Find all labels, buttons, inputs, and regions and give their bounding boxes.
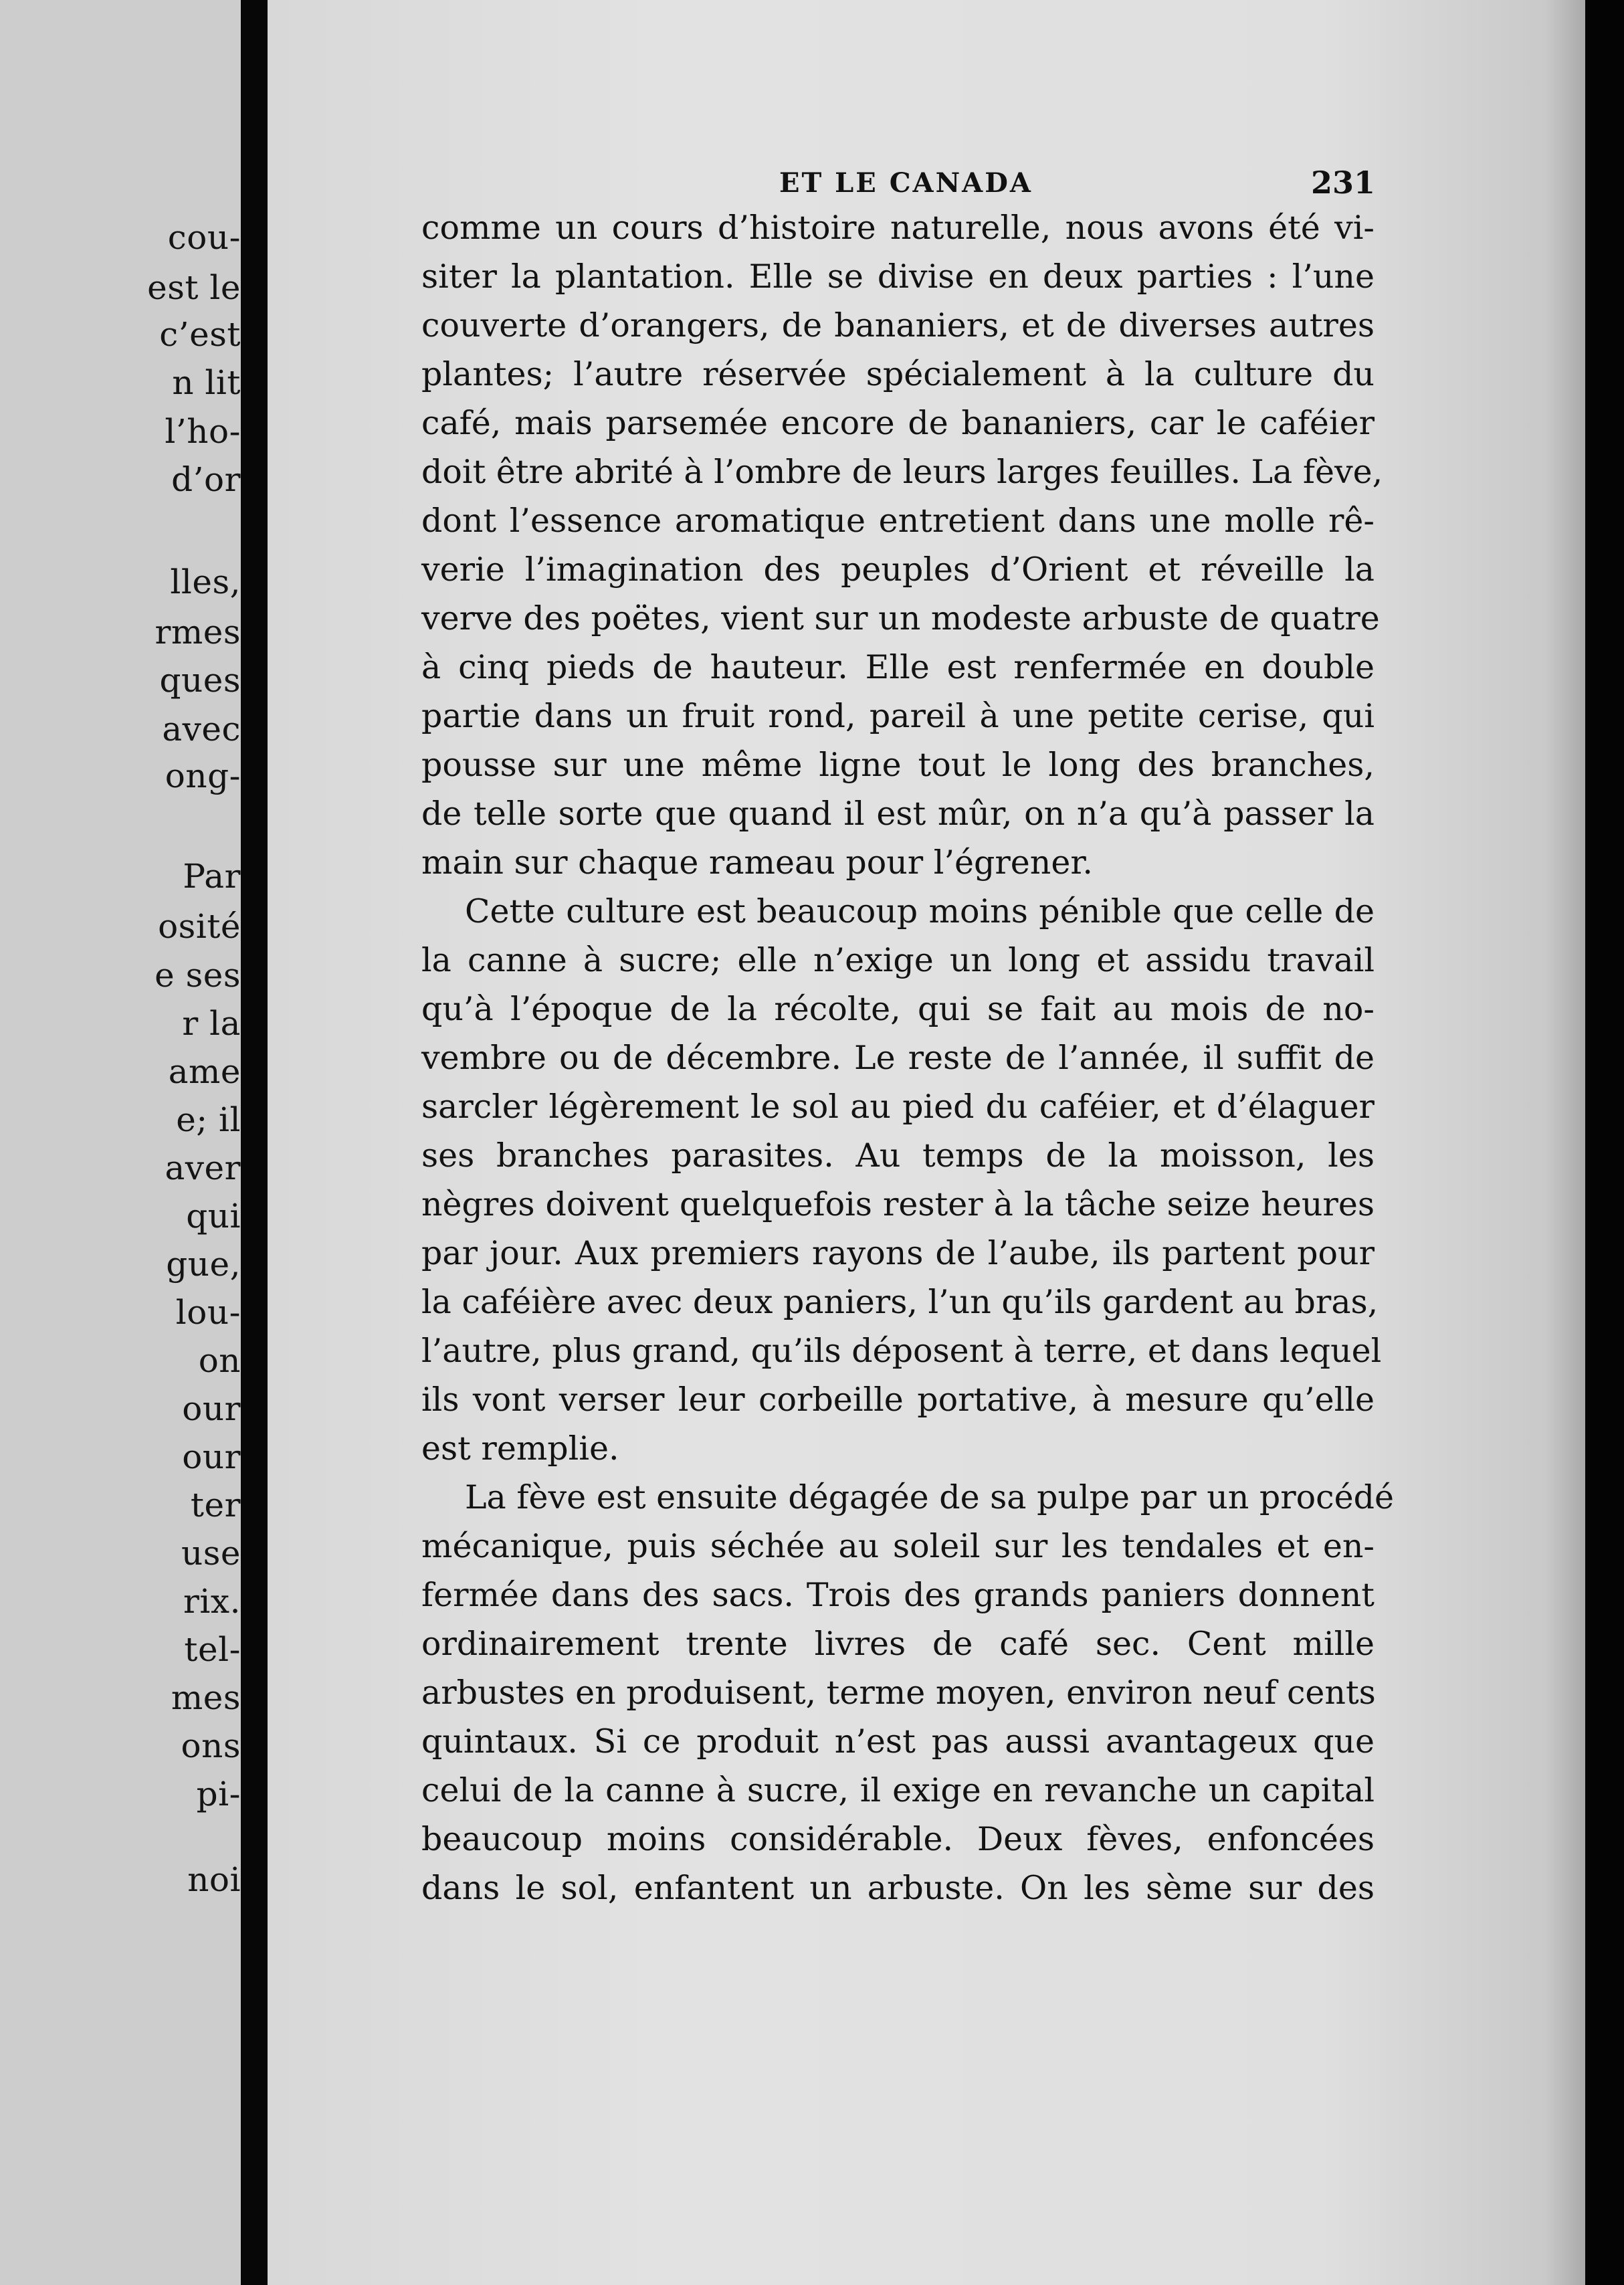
running-title: ET LE CANADA (779, 167, 1033, 199)
left-page-line: noi (187, 1860, 241, 1899)
left-page-line: tel- (184, 1630, 241, 1669)
text-line: mécanique, puis séchée au soleil sur les tendales et en- (421, 1527, 1375, 1565)
text-line: la caféière avec deux paniers, l’un qu’ils gardent au bras, (421, 1283, 1379, 1321)
left-page-line: on (198, 1341, 241, 1380)
left-page-line: ques (159, 661, 241, 700)
text-line: arbustes en produisent, terme moyen, environ neuf cents (421, 1674, 1376, 1712)
left-page-line: n lit (172, 363, 241, 402)
left-page-line: ong- (165, 757, 241, 795)
text-line: main sur chaque rameau pour l’égrener. (421, 843, 1093, 882)
text-line: plantes; l’autre réservée spécialement à la culture du (421, 355, 1375, 393)
left-page-line: cou- (167, 218, 241, 257)
left-page-line: l’ho- (165, 412, 241, 451)
text-line: ils vont verser leur corbeille portative, à mesure qu’elle (421, 1381, 1375, 1419)
text-line: pousse sur une même ligne tout le long des branches, (421, 746, 1375, 784)
text-line: à cinq pieds de hauteur. Elle est renfermée en double (421, 648, 1375, 686)
text-line: verie l’imagination des peuples d’Orient et réveille la (421, 551, 1375, 589)
binding-gutter (241, 0, 268, 2285)
text-line: dont l’essence aromatique entretient dans une molle rê- (421, 502, 1375, 540)
text-line: doit être abrité à l’ombre de leurs larges feuilles. La fève, (421, 453, 1383, 491)
text-line: l’autre, plus grand, qu’ils déposent à terre, et dans lequel (421, 1332, 1382, 1370)
text-line: La fève est ensuite dégagée de sa pulpe par un procédé (465, 1478, 1394, 1516)
left-page-fragment (0, 0, 241, 2285)
text-line: quintaux. Si ce produit n’est pas aussi avantageux que (421, 1722, 1375, 1761)
left-page-line: d’or (171, 460, 241, 499)
text-line: celui de la canne à sucre, il exige en revanche un capital (421, 1771, 1375, 1809)
left-page-line: mes (171, 1678, 241, 1717)
left-page-line: aver (165, 1149, 241, 1187)
text-line: sarcler légèrement le sol au pied du caféier, et d’élaguer (421, 1088, 1375, 1126)
text-line: fermée dans des sacs. Trois des grands paniers donnent (421, 1576, 1375, 1614)
text-line: Cette culture est beaucoup moins pénible que celle de (465, 892, 1375, 930)
running-head (268, 167, 1585, 207)
left-page-line: lou- (175, 1293, 241, 1332)
left-page-line: osité (158, 907, 241, 946)
left-page-line: our (182, 1389, 241, 1428)
left-page-line: lles, (170, 563, 241, 601)
text-line: la canne à sucre; elle n’exige un long et assidu travail (421, 941, 1375, 979)
left-page-line: qui (186, 1197, 241, 1235)
page-number: 231 (1311, 165, 1376, 201)
text-line: vembre ou de décembre. Le reste de l’année, il suffit de (421, 1039, 1375, 1077)
text-line: ses branches parasites. Au temps de la moisson, les (421, 1136, 1375, 1175)
left-page-line: est le (147, 268, 241, 307)
left-page-line: our (182, 1437, 241, 1476)
left-page-line: c’est (159, 315, 241, 354)
left-page-line: Par (183, 857, 241, 896)
text-line: est remplie. (421, 1429, 619, 1468)
text-line: beaucoup moins considérable. Deux fèves, enfoncées (421, 1820, 1375, 1858)
left-page-line: avec (162, 710, 241, 749)
left-page-line: r la (182, 1004, 241, 1043)
text-line: comme un cours d’histoire naturelle, nous avons été vi- (421, 209, 1375, 247)
left-page-line: ame (168, 1052, 241, 1091)
text-line: couverte d’orangers, de bananiers, et de diverses autres (421, 306, 1375, 344)
left-page-line: gue, (166, 1245, 241, 1284)
left-page-line: rmes (155, 613, 241, 652)
right-page (268, 0, 1585, 2285)
left-page-line: rix. (183, 1582, 241, 1621)
text-line: de telle sorte que quand il est mûr, on n’a qu’à passer la (421, 795, 1375, 833)
text-line: dans le sol, enfantent un arbuste. On les sème sur des (421, 1869, 1375, 1907)
left-page-line: ter (190, 1486, 241, 1524)
text-line: ordinairement trente livres de café sec. Cent mille (421, 1625, 1375, 1663)
left-page-line: e; il (176, 1100, 241, 1139)
text-line: siter la plantation. Elle se divise en deux parties : l’une (421, 258, 1375, 296)
text-line: partie dans un fruit rond, pareil à une petite cerise, qui (421, 697, 1375, 735)
text-line: qu’à l’époque de la récolte, qui se fait au mois de no- (421, 990, 1375, 1028)
left-page-line: e ses (155, 956, 241, 995)
left-page-line: use (181, 1534, 241, 1573)
text-line: nègres doivent quelquefois rester à la tâche seize heures (421, 1185, 1375, 1223)
text-line: par jour. Aux premiers rayons de l’aube, ils partent pour (421, 1234, 1375, 1272)
right-scan-edge (1585, 0, 1624, 2285)
text-line: verve des poëtes, vient sur un modeste arbuste de quatre (421, 599, 1380, 637)
left-page-line: pi- (196, 1775, 241, 1813)
left-page-line: ons (181, 1726, 241, 1765)
text-line: café, mais parsemée encore de bananiers, car le caféier (421, 404, 1375, 442)
